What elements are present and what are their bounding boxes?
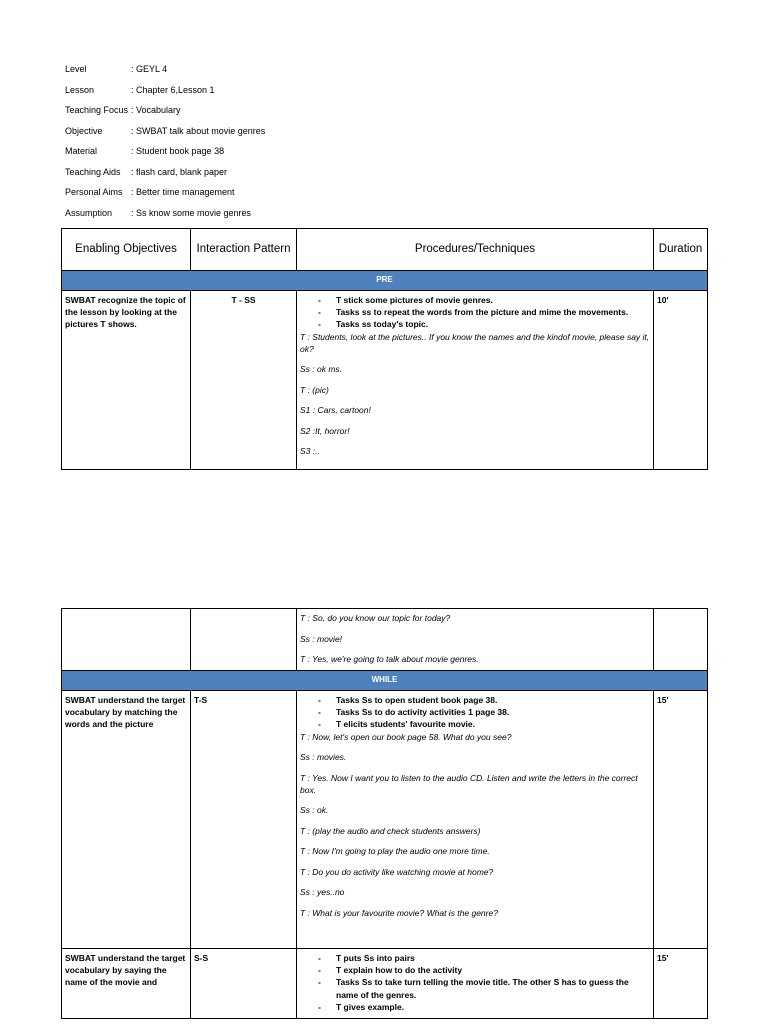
table-row xyxy=(62,609,708,671)
duration-cell: 10' xyxy=(654,290,708,469)
stage-band-while xyxy=(62,671,708,691)
info-key: Assumption xyxy=(65,207,113,218)
info-key: Level xyxy=(65,64,87,74)
dialogue-line: T : (pic) xyxy=(300,384,329,395)
dialogue xyxy=(300,331,650,458)
dialogue-line: S1 : Cars, cartoon! xyxy=(300,405,371,416)
procedure-cell xyxy=(297,948,654,1018)
procedure-cell xyxy=(297,290,654,469)
dialogue-line: T : (play the audio and check students answers) xyxy=(300,825,481,836)
dialogue-line: Ss : ok. xyxy=(300,805,329,816)
dialogue xyxy=(300,612,650,665)
info-value: : flash card, blank paper xyxy=(131,166,228,177)
info-value: : GEYL 4 xyxy=(131,64,168,74)
pattern-cell: S-S xyxy=(191,948,297,1018)
header-procedures: Procedures/Techniques xyxy=(297,229,654,271)
stage-label: WHILE xyxy=(62,671,708,691)
objective-cell: SWBAT recognize the topic of the lesson by looking at the pictures T shows. xyxy=(62,290,191,469)
pattern-cell xyxy=(191,609,297,671)
procedure-cell xyxy=(297,609,654,671)
info-row-material xyxy=(65,146,265,167)
step-item: - Tasks Ss to open student book page 38. xyxy=(318,694,650,706)
dialogue-line: T : Now, let's open our book page 58. What do you see? xyxy=(300,731,512,742)
info-value: : Chapter 6,Lesson 1 xyxy=(131,84,215,95)
info-row-teaching-aids xyxy=(65,167,265,188)
step-item: - T puts Ss into pairs xyxy=(318,952,650,964)
pattern-cell: T-S xyxy=(191,690,297,948)
step-item: - Tasks Ss to do activity activities 1 page 38. xyxy=(318,706,650,718)
info-row-teaching-focus xyxy=(65,105,265,126)
objective-cell: SWBAT understand the target vocabulary by matching the words and the picture xyxy=(62,690,191,948)
step-item: - Tasks ss to repeat the words from the picture and mime the movements. xyxy=(318,306,650,318)
table-header-row xyxy=(62,229,708,271)
dialogue-line: Ss : movies. xyxy=(300,752,347,763)
dialogue-line: T : Now I'm going to play the audio one more time. xyxy=(300,846,490,857)
header-duration: Duration xyxy=(654,229,708,271)
step-item: - T gives example. xyxy=(318,1001,650,1013)
dialogue-line: T : Yes. Now I want you to listen to the audio CD. Listen and write the letters in the correct box. xyxy=(300,772,638,795)
step-item: - T elicits students' favourite movie. xyxy=(318,718,650,730)
info-value: : Student book page 38 xyxy=(131,146,225,156)
header-interaction-pattern: Interaction Pattern xyxy=(191,229,297,271)
pattern-cell: T - SS xyxy=(191,290,297,469)
table-row xyxy=(62,290,708,469)
stage-label: PRE xyxy=(62,271,708,291)
dialogue-line: Ss : yes..no xyxy=(300,887,345,898)
table-row xyxy=(62,690,708,948)
steps-list xyxy=(300,952,650,1014)
info-key: Material xyxy=(65,146,98,156)
dialogue-line: T : Students, look at the pictures.. If you know the names and the kindof movie, please say it, ok? xyxy=(300,331,650,354)
dialogue xyxy=(300,731,650,920)
duration-cell xyxy=(654,609,708,671)
lesson-plan-table-page-2 xyxy=(61,608,708,1019)
info-key: Personal Aims xyxy=(65,187,123,197)
dialogue-line: T : So, do you know our topic for today? xyxy=(300,613,451,623)
info-value: : Better time management xyxy=(131,187,235,197)
header-enabling-objectives: Enabling Objectives xyxy=(62,229,191,271)
info-row-lesson xyxy=(65,85,265,106)
steps-list xyxy=(300,294,650,331)
info-row-objective xyxy=(65,126,265,147)
procedure-cell xyxy=(297,690,654,948)
objective-cell: SWBAT understand the target vocabulary by saying the name of the movie and xyxy=(62,948,191,1018)
info-key: Teaching Aids xyxy=(65,166,121,177)
info-value: : Vocabulary xyxy=(131,105,181,115)
info-row-personal-aims xyxy=(65,187,265,208)
info-key: Lesson xyxy=(65,84,95,95)
step-item: - T explain how to do the activity xyxy=(318,964,650,976)
steps-list xyxy=(300,694,650,731)
step-item: - Tasks Ss to take turn telling the movie title. The other S has to guess the name of the genres. xyxy=(318,976,650,1001)
info-key: Teaching Focus xyxy=(65,105,129,115)
info-row-level xyxy=(65,64,265,85)
step-item: - T stick some pictures of movie genres. xyxy=(318,294,650,306)
info-key: Objective xyxy=(65,125,103,136)
objective-cell xyxy=(62,609,191,671)
dialogue-line: T : Do you do activity like watching movie at home? xyxy=(300,866,494,877)
dialogue-line: S3 :.. xyxy=(300,446,320,457)
duration-cell: 15' xyxy=(654,690,708,948)
lesson-info xyxy=(65,64,265,228)
dialogue-line: T : Yes, we're going to talk about movie genres. xyxy=(300,654,479,664)
dialogue-line: Ss : ok ms. xyxy=(300,364,343,375)
stage-band-pre xyxy=(62,271,708,291)
duration-cell: 15' xyxy=(654,948,708,1018)
table-row xyxy=(62,948,708,1018)
dialogue-line: T : What is your favourite movie? What is the genre? xyxy=(300,907,498,918)
dialogue-line: S2 :It, horror! xyxy=(300,425,350,436)
info-value: : Ss know some movie genres xyxy=(131,207,252,218)
lesson-plan-table-page-1 xyxy=(61,228,708,470)
info-value: : SWBAT talk about movie genres xyxy=(131,125,266,136)
step-item: - Tasks ss today's topic. xyxy=(318,318,650,330)
info-row-assumption xyxy=(65,208,265,229)
dialogue-line: Ss : movie! xyxy=(300,633,343,644)
